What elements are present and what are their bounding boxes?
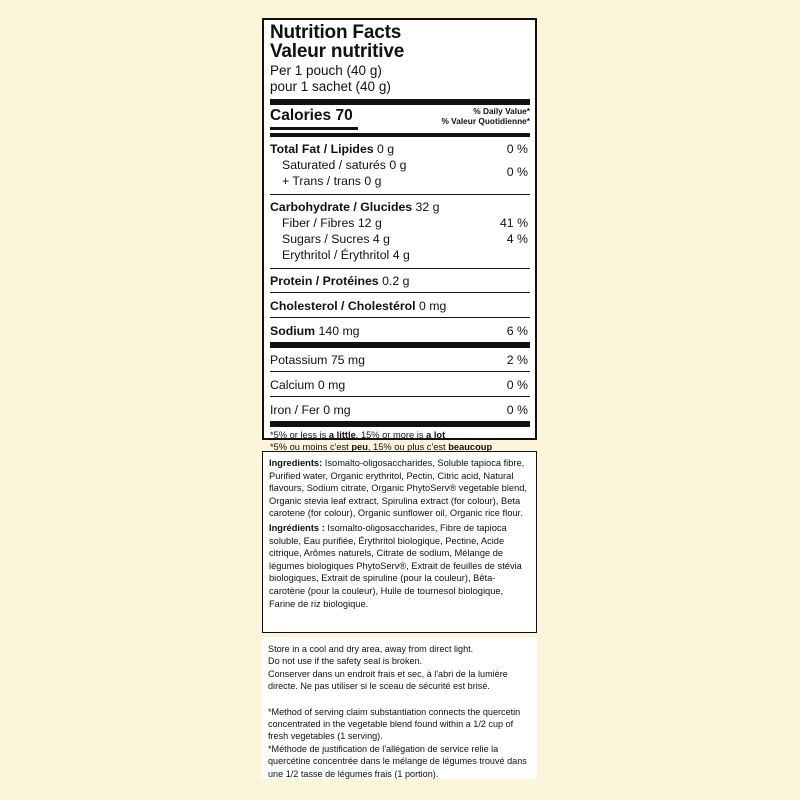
nutrition-title-fr: Valeur nutritive: [270, 41, 405, 62]
sugars-label: Sugars / Sucres 4 g: [282, 232, 390, 246]
saturated-trans-pct: 0 %: [506, 165, 528, 179]
calories-value: 70: [335, 107, 353, 124]
footnote-en-emph: a lot: [426, 430, 446, 440]
calcium-row: [270, 372, 530, 396]
sodium-amount: 140 mg: [315, 324, 360, 338]
carbohydrate-row: [270, 199, 530, 215]
iron-pct: 0 %: [506, 403, 528, 417]
trans-label: + Trans / trans 0 g: [282, 174, 382, 188]
ingredients-panel: [262, 451, 537, 633]
footnote-fr-emph: peu: [351, 441, 368, 452]
nutrition-facts-table: [262, 18, 537, 452]
footnote-en-emph: a little: [328, 430, 356, 440]
calories-underline: [270, 127, 358, 130]
sodium-pct: 6 %: [506, 324, 528, 338]
calcium-label: Calcium 0 mg: [270, 378, 346, 392]
calories-row: [270, 105, 530, 129]
fiber-label: Fiber / Fibres 12 g: [282, 216, 382, 230]
footnote-en-text: , 15% or more is: [355, 430, 427, 440]
carbohydrate-label: Carbohydrate / Glucides: [270, 200, 413, 214]
iron-row: [270, 397, 530, 421]
sodium-label: Sodium: [270, 324, 316, 338]
storage-line-1: Store in a cool and dry area, away from direct light.: [268, 644, 474, 654]
potassium-row: [270, 348, 530, 371]
total-fat-pct: 0 %: [506, 142, 528, 156]
total-fat-label: Total Fat / Lipides: [270, 142, 374, 156]
daily-value-fr: % Valeur Quotidienne*: [441, 115, 530, 126]
ingredients-fr: [269, 522, 530, 610]
total-fat-amount: 0 g: [373, 142, 395, 156]
daily-value-header: [441, 107, 530, 126]
footnote-en-text: *5% or less is: [270, 430, 329, 440]
storage-line-2: Do not use if the safety seal is broken.: [268, 656, 423, 667]
protein-amount: 0.2 g: [378, 274, 410, 288]
daily-value-en: % Daily Value*: [473, 106, 530, 116]
footnote-en: [270, 430, 530, 442]
sugars-row: [270, 231, 530, 247]
serving-claim-en: *Method of serving claim substantiation connects the quercetin concentrated in the vegetable blend found within a 1/2 cup of fresh vegetables (1 serving).: [268, 706, 521, 742]
sodium-row: [270, 318, 530, 342]
fiber-row: [270, 215, 530, 231]
storage-line-3: Conserver dans un endroit frais et sec, à l'abri de la lumière directe. Ne pas utiliser si le sceau de sécurité est brisé.: [268, 668, 508, 692]
nutrition-title-en: Nutrition Facts: [270, 22, 402, 43]
saturated-row: [270, 157, 530, 179]
ingredients-en: [269, 457, 530, 520]
potassium-pct: 2 %: [506, 353, 528, 367]
cholesterol-row: [270, 293, 530, 317]
footnote-fr-emph: beaucoup: [448, 441, 493, 452]
trans-row: [270, 173, 530, 189]
storage-panel: [262, 637, 537, 779]
protein-row: [270, 269, 530, 292]
total-fat-row: [270, 141, 530, 157]
serving-size-fr: pour 1 sachet (40 g): [270, 79, 391, 94]
calcium-pct: 0 %: [506, 378, 528, 392]
sugars-pct: 4 %: [506, 232, 528, 246]
ingredients-en-text: Isomalto-oligosaccharides, Soluble tapioca fibre, Purified water, Organic erythritol, Pectin, Citric acid, Natural flavours, Sodium citrate, Organic PhytoServ® vegetable blend, Organic stevia leaf extract, Spirulina extract (for colour), Beta carotene (for colour), Organic sunflower oil, Organic rice flour.: [269, 458, 527, 519]
protein-label: Protein / Protéines: [270, 274, 379, 288]
potassium-label: Potassium 75 mg: [270, 353, 366, 367]
ingredients-en-label: Ingredients:: [269, 458, 323, 468]
fiber-pct: 41 %: [499, 216, 528, 230]
serving-claim-fr: *Méthode de justification de l'allégation de service relie la quercétine concentrée dans le mélange de légumes trouvé dans une 1/2 tasse de légumes frais (1 portion).: [268, 743, 527, 779]
erythritol-label: Erythritol / Érythritol 4 g: [282, 248, 410, 262]
erythritol-row: [270, 247, 530, 263]
ingredients-fr-text: Isomalto-oligosaccharides, Fibre de tapioca soluble, Eau purifiée, Érythritol biologique, Pectine, Acide citrique, Arômes naturels, Citrate de sodium, Mélange de légumes biologiques PhytoServ®, Extrait de feuilles de stévia biologiques, Extrait de spiruline (pour la couleur), Bêta-carotène (pour la couleur), Huile de tournesol biologique, Farine de riz biologique.: [269, 522, 522, 609]
serving-size-en: Per 1 pouch (40 g): [270, 63, 382, 78]
cholesterol-amount: 0 mg: [415, 299, 447, 313]
iron-label: Iron / Fer 0 mg: [270, 403, 351, 417]
daily-value-footnote: [270, 427, 530, 453]
ingredients-fr-label: Ingrédients :: [269, 522, 325, 533]
footnote-fr-text: , 15% ou plus c'est: [367, 441, 449, 452]
saturated-label: Saturated / saturés 0 g: [282, 158, 407, 172]
footnote-fr-text: *5% ou moins c'est: [270, 441, 352, 452]
cholesterol-label: Cholesterol / Cholestérol: [270, 299, 416, 313]
carbohydrate-amount: 32 g: [412, 200, 440, 214]
calories-label: Calories: [270, 107, 332, 124]
